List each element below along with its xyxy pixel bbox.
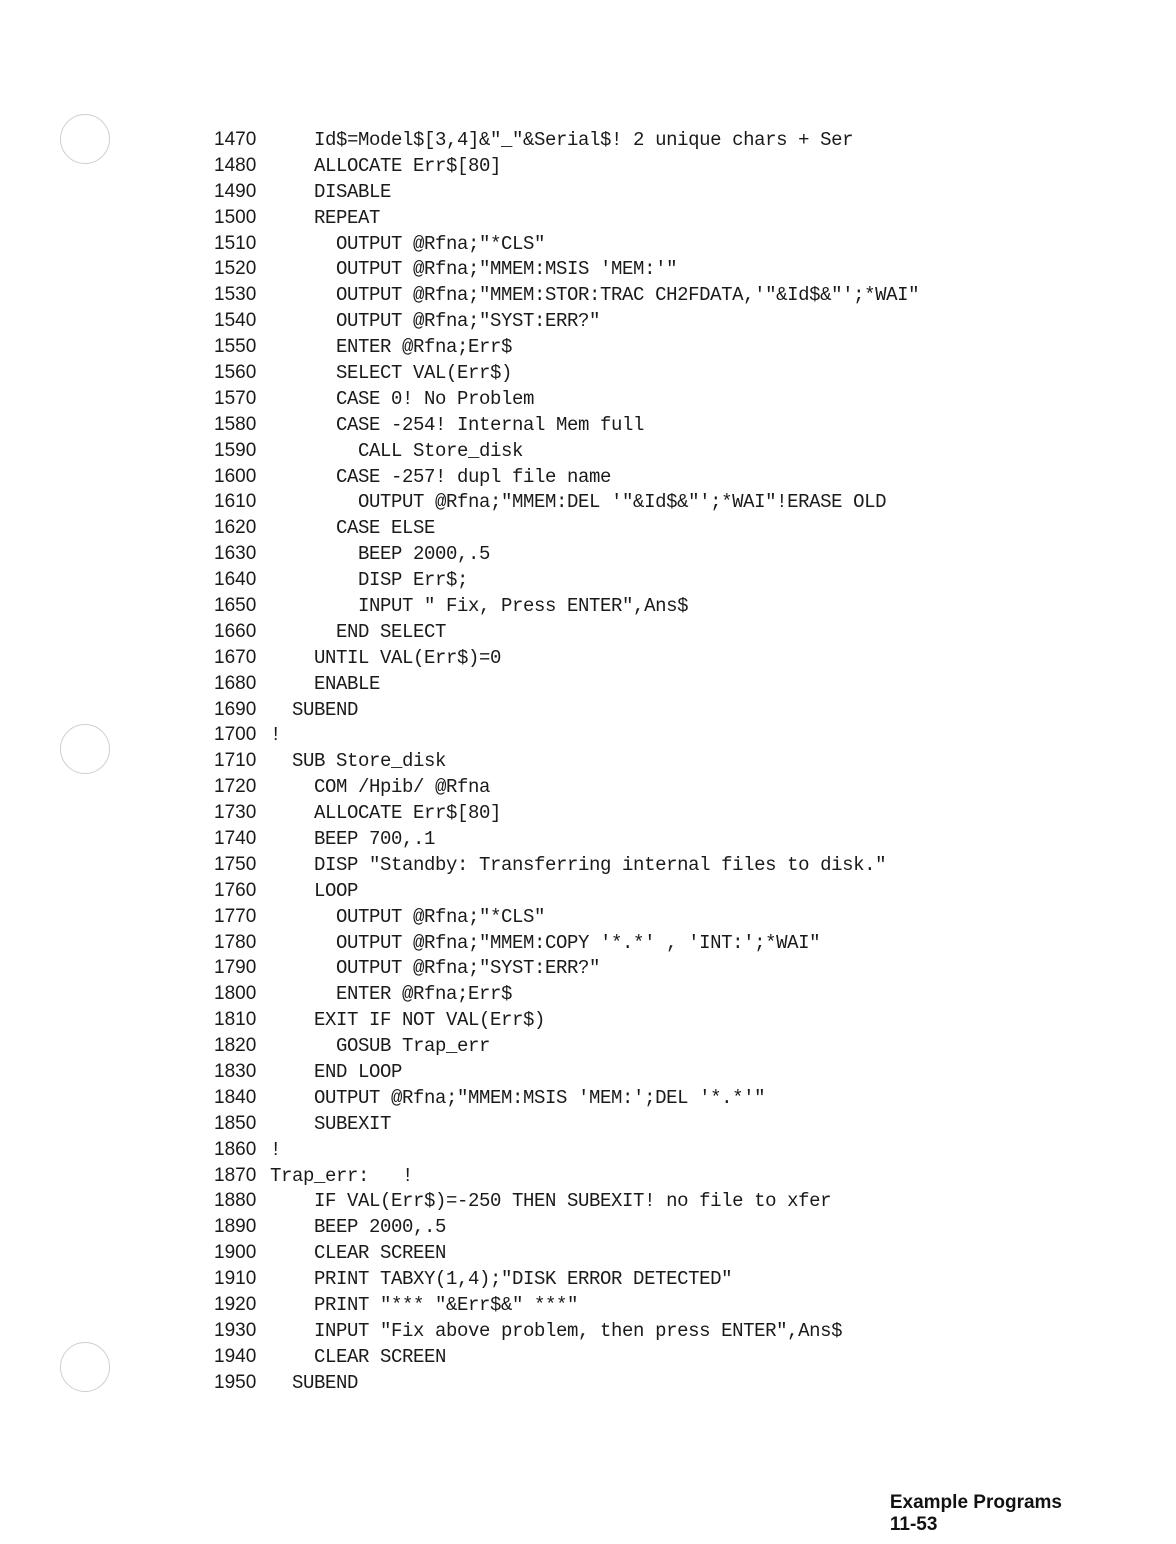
line-number: 1880	[214, 1190, 257, 1212]
code-line	[214, 956, 1114, 982]
code-text: OUTPUT @Rfna;"MMEM:COPY '*.*' , 'INT:';*WAI"	[270, 931, 821, 954]
code-text: DISP Err$;	[270, 569, 469, 592]
code-line	[214, 930, 1114, 956]
line-number: 1890	[214, 1216, 257, 1238]
code-line	[214, 619, 1114, 645]
line-number: 1650	[214, 594, 257, 616]
code-text: CALL Store_disk	[270, 439, 524, 462]
code-line	[214, 1059, 1114, 1085]
page-number: 11-53	[889, 1514, 938, 1535]
code-text: OUTPUT @Rfna;"MMEM:STOR:TRAC CH2FDATA,'"&Id$&"';*WAI"	[270, 284, 920, 307]
code-text: CASE -254! Internal Mem full	[270, 413, 645, 436]
line-number: 1950	[214, 1371, 257, 1393]
line-number: 1860	[214, 1138, 257, 1160]
page-footer	[879, 1470, 1084, 1536]
code-line	[214, 127, 1114, 153]
code-line	[214, 567, 1114, 593]
line-number: 1550	[214, 336, 257, 358]
code-text: ENTER @Rfna;Err$	[270, 983, 513, 1006]
line-number: 1770	[214, 905, 257, 927]
code-line	[214, 308, 1114, 334]
line-number: 1570	[214, 387, 257, 409]
line-number: 1620	[214, 517, 257, 539]
line-number: 1600	[214, 465, 257, 487]
line-number: 1790	[214, 957, 257, 979]
code-line	[214, 1318, 1114, 1344]
code-line	[214, 179, 1114, 205]
code-text: SUB Store_disk	[270, 750, 447, 773]
line-number: 1610	[214, 491, 257, 513]
code-text: DISP "Standby: Transferring internal files to disk."	[270, 853, 887, 876]
line-number: 1800	[214, 983, 257, 1005]
code-line	[214, 878, 1114, 904]
punch-hole	[60, 114, 110, 164]
line-number: 1920	[214, 1294, 257, 1316]
code-text: REPEAT	[270, 206, 381, 229]
line-number: 1580	[214, 413, 257, 435]
line-number: 1730	[214, 802, 257, 824]
code-text: SUBEND	[270, 1371, 359, 1394]
code-text: DISABLE	[270, 180, 392, 203]
line-number: 1840	[214, 1086, 257, 1108]
code-line	[214, 1344, 1114, 1370]
code-text: PRINT "*** "&Err$&" ***"	[270, 1294, 579, 1317]
code-text: END SELECT	[270, 620, 447, 643]
code-text: GOSUB Trap_err	[270, 1035, 491, 1058]
line-number: 1820	[214, 1035, 257, 1057]
punch-hole	[60, 1342, 110, 1392]
line-number: 1510	[214, 232, 257, 254]
line-number: 1660	[214, 620, 257, 642]
code-listing	[214, 127, 1114, 1396]
code-line	[214, 489, 1114, 515]
code-text: SUBEXIT	[270, 1112, 392, 1135]
code-text: EXIT IF NOT VAL(Err$)	[270, 1009, 546, 1032]
code-line	[214, 1137, 1114, 1163]
code-line	[214, 153, 1114, 179]
line-number: 1910	[214, 1268, 257, 1290]
line-number: 1520	[214, 258, 257, 280]
code-text: !	[270, 724, 282, 747]
code-text: INPUT " Fix, Press ENTER",Ans$	[270, 594, 689, 617]
code-line	[214, 645, 1114, 671]
line-number: 1900	[214, 1242, 257, 1264]
code-text: Id$=Model$[3,4]&"_"&Serial$! 2 unique chars + Ser	[270, 128, 854, 151]
line-number: 1780	[214, 931, 257, 953]
code-text: CASE -257! dupl file name	[270, 465, 612, 488]
code-text: UNTIL VAL(Err$)=0	[270, 646, 502, 669]
line-number: 1490	[214, 180, 257, 202]
code-line	[214, 981, 1114, 1007]
code-line	[214, 697, 1114, 723]
line-number: 1590	[214, 439, 257, 461]
code-line	[214, 1085, 1114, 1111]
code-line	[214, 438, 1114, 464]
code-text: ALLOCATE Err$[80]	[270, 802, 502, 825]
code-line	[214, 1266, 1114, 1292]
code-text: OUTPUT @Rfna;"*CLS"	[270, 232, 546, 255]
code-line	[214, 1370, 1114, 1396]
code-text: CLEAR SCREEN	[270, 1242, 447, 1265]
line-number: 1850	[214, 1112, 257, 1134]
code-line	[214, 1007, 1114, 1033]
code-text: CLEAR SCREEN	[270, 1345, 447, 1368]
code-line	[214, 334, 1114, 360]
code-text: CASE ELSE	[270, 517, 436, 540]
code-line	[214, 774, 1114, 800]
line-number: 1760	[214, 879, 257, 901]
code-line	[214, 1163, 1114, 1189]
code-line	[214, 826, 1114, 852]
code-line	[214, 593, 1114, 619]
code-line	[214, 1214, 1114, 1240]
line-number: 1720	[214, 776, 257, 798]
code-text: CASE 0! No Problem	[270, 387, 535, 410]
code-line	[214, 722, 1114, 748]
code-line	[214, 1033, 1114, 1059]
code-text: BEEP 2000,.5	[270, 543, 491, 566]
code-text: OUTPUT @Rfna;"SYST:ERR?"	[270, 957, 601, 980]
code-text: OUTPUT @Rfna;"MMEM:MSIS 'MEM:';DEL '*.*'"	[270, 1086, 766, 1109]
code-line	[214, 1111, 1114, 1137]
code-line	[214, 541, 1114, 567]
line-number: 1680	[214, 672, 257, 694]
punch-hole	[60, 724, 110, 774]
code-text: LOOP	[270, 879, 359, 902]
code-text: BEEP 700,.1	[270, 827, 436, 850]
line-number: 1540	[214, 310, 257, 332]
code-text: END LOOP	[270, 1061, 403, 1083]
line-number: 1670	[214, 646, 257, 668]
line-number: 1530	[214, 284, 257, 306]
code-text: OUTPUT @Rfna;"SYST:ERR?"	[270, 310, 601, 333]
line-number: 1930	[214, 1319, 257, 1341]
code-line	[214, 1292, 1114, 1318]
line-number: 1870	[214, 1164, 257, 1186]
line-number: 1560	[214, 361, 257, 383]
code-text: INPUT "Fix above problem, then press ENTER",Ans$	[270, 1319, 843, 1342]
line-number: 1710	[214, 750, 257, 772]
code-text: SELECT VAL(Err$)	[270, 361, 513, 384]
code-text: Trap_err: !	[270, 1164, 414, 1187]
line-number: 1700	[214, 724, 257, 746]
line-number: 1940	[214, 1345, 257, 1367]
code-text: IF VAL(Err$)=-250 THEN SUBEXIT! no file to xfer	[270, 1190, 832, 1213]
code-text: ALLOCATE Err$[80]	[270, 154, 502, 177]
code-line	[214, 412, 1114, 438]
code-text: OUTPUT @Rfna;"*CLS"	[270, 905, 546, 928]
code-text: OUTPUT @Rfna;"MMEM:DEL '"&Id$&"';*WAI"!ERASE OLD	[270, 491, 887, 514]
line-number: 1640	[214, 569, 257, 591]
code-line	[214, 1189, 1114, 1215]
code-line	[214, 800, 1114, 826]
code-line	[214, 282, 1114, 308]
code-line	[214, 852, 1114, 878]
code-line	[214, 515, 1114, 541]
line-number: 1480	[214, 154, 257, 176]
code-text: ENABLE	[270, 672, 381, 695]
line-number: 1810	[214, 1009, 257, 1031]
line-number: 1740	[214, 827, 257, 849]
code-text: COM /Hpib/ @Rfna	[270, 776, 491, 799]
code-line	[214, 748, 1114, 774]
code-line	[214, 205, 1114, 231]
footer-section-title: Example Programs	[889, 1492, 1062, 1513]
code-line	[214, 464, 1114, 490]
code-text: ENTER @Rfna;Err$	[270, 336, 513, 359]
code-text: !	[270, 1138, 282, 1161]
line-number: 1830	[214, 1061, 257, 1082]
code-line	[214, 231, 1114, 257]
code-line	[214, 1240, 1114, 1266]
line-number: 1750	[214, 853, 257, 875]
line-number: 1630	[214, 543, 257, 565]
code-text: OUTPUT @Rfna;"MMEM:MSIS 'MEM:'"	[270, 258, 678, 281]
code-line	[214, 904, 1114, 930]
code-line	[214, 256, 1114, 282]
code-line	[214, 386, 1114, 412]
code-line	[214, 671, 1114, 697]
line-number: 1690	[214, 698, 257, 720]
code-text: PRINT TABXY(1,4);"DISK ERROR DETECTED"	[270, 1268, 733, 1291]
line-number: 1470	[214, 128, 257, 150]
code-text: BEEP 2000,.5	[270, 1216, 447, 1239]
code-line	[214, 360, 1114, 386]
line-number: 1500	[214, 206, 257, 228]
code-text: SUBEND	[270, 698, 359, 721]
